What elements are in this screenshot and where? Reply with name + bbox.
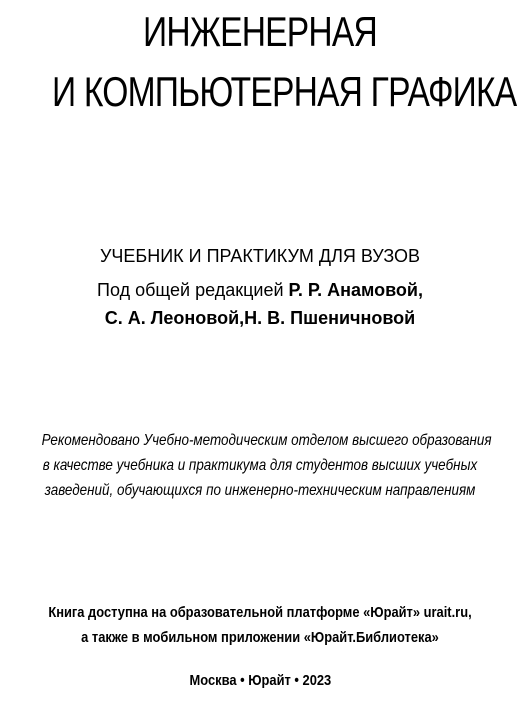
editor-names-2: С. А. Леоновой,Н. В. Пшеничновой: [104, 308, 416, 328]
editors-block: [0, 276, 520, 332]
recommendation-line: заведений, обучающихся по инженерно-техническим направлениям: [44, 482, 476, 499]
editors-prefix: Под общей редакцией: [97, 280, 289, 300]
platform-notice: [0, 600, 520, 650]
platform-line: Книга доступна на образовательной платформе «Юрайт» urait.ru,: [48, 604, 472, 621]
recommendation-line: в качестве учебника и практикума для студентов высших учебных: [42, 457, 478, 474]
editors-line-1: [0, 276, 520, 304]
editor-names-1: Р. Р. Анамовой,: [288, 280, 423, 300]
imprint-text: Москва • Юрайт • 2023: [189, 672, 331, 689]
recommendation-line: Рекомендовано Учебно-методическим отделом высшего образования: [41, 432, 492, 449]
editors-line-2: [0, 304, 520, 332]
recommendation-block: [0, 428, 520, 503]
book-subtitle: УЧЕБНИК И ПРАКТИКУМ ДЛЯ ВУЗОВ: [99, 246, 421, 266]
publisher-imprint: [0, 670, 520, 692]
book-title-line-2: И КОМПЬЮТЕРНАЯ ГРАФИКА: [52, 68, 517, 115]
platform-line: а также в мобильном приложении «Юрайт.Библиотека»: [81, 629, 439, 646]
book-title-line-1: ИНЖЕНЕРНАЯ: [143, 8, 377, 55]
